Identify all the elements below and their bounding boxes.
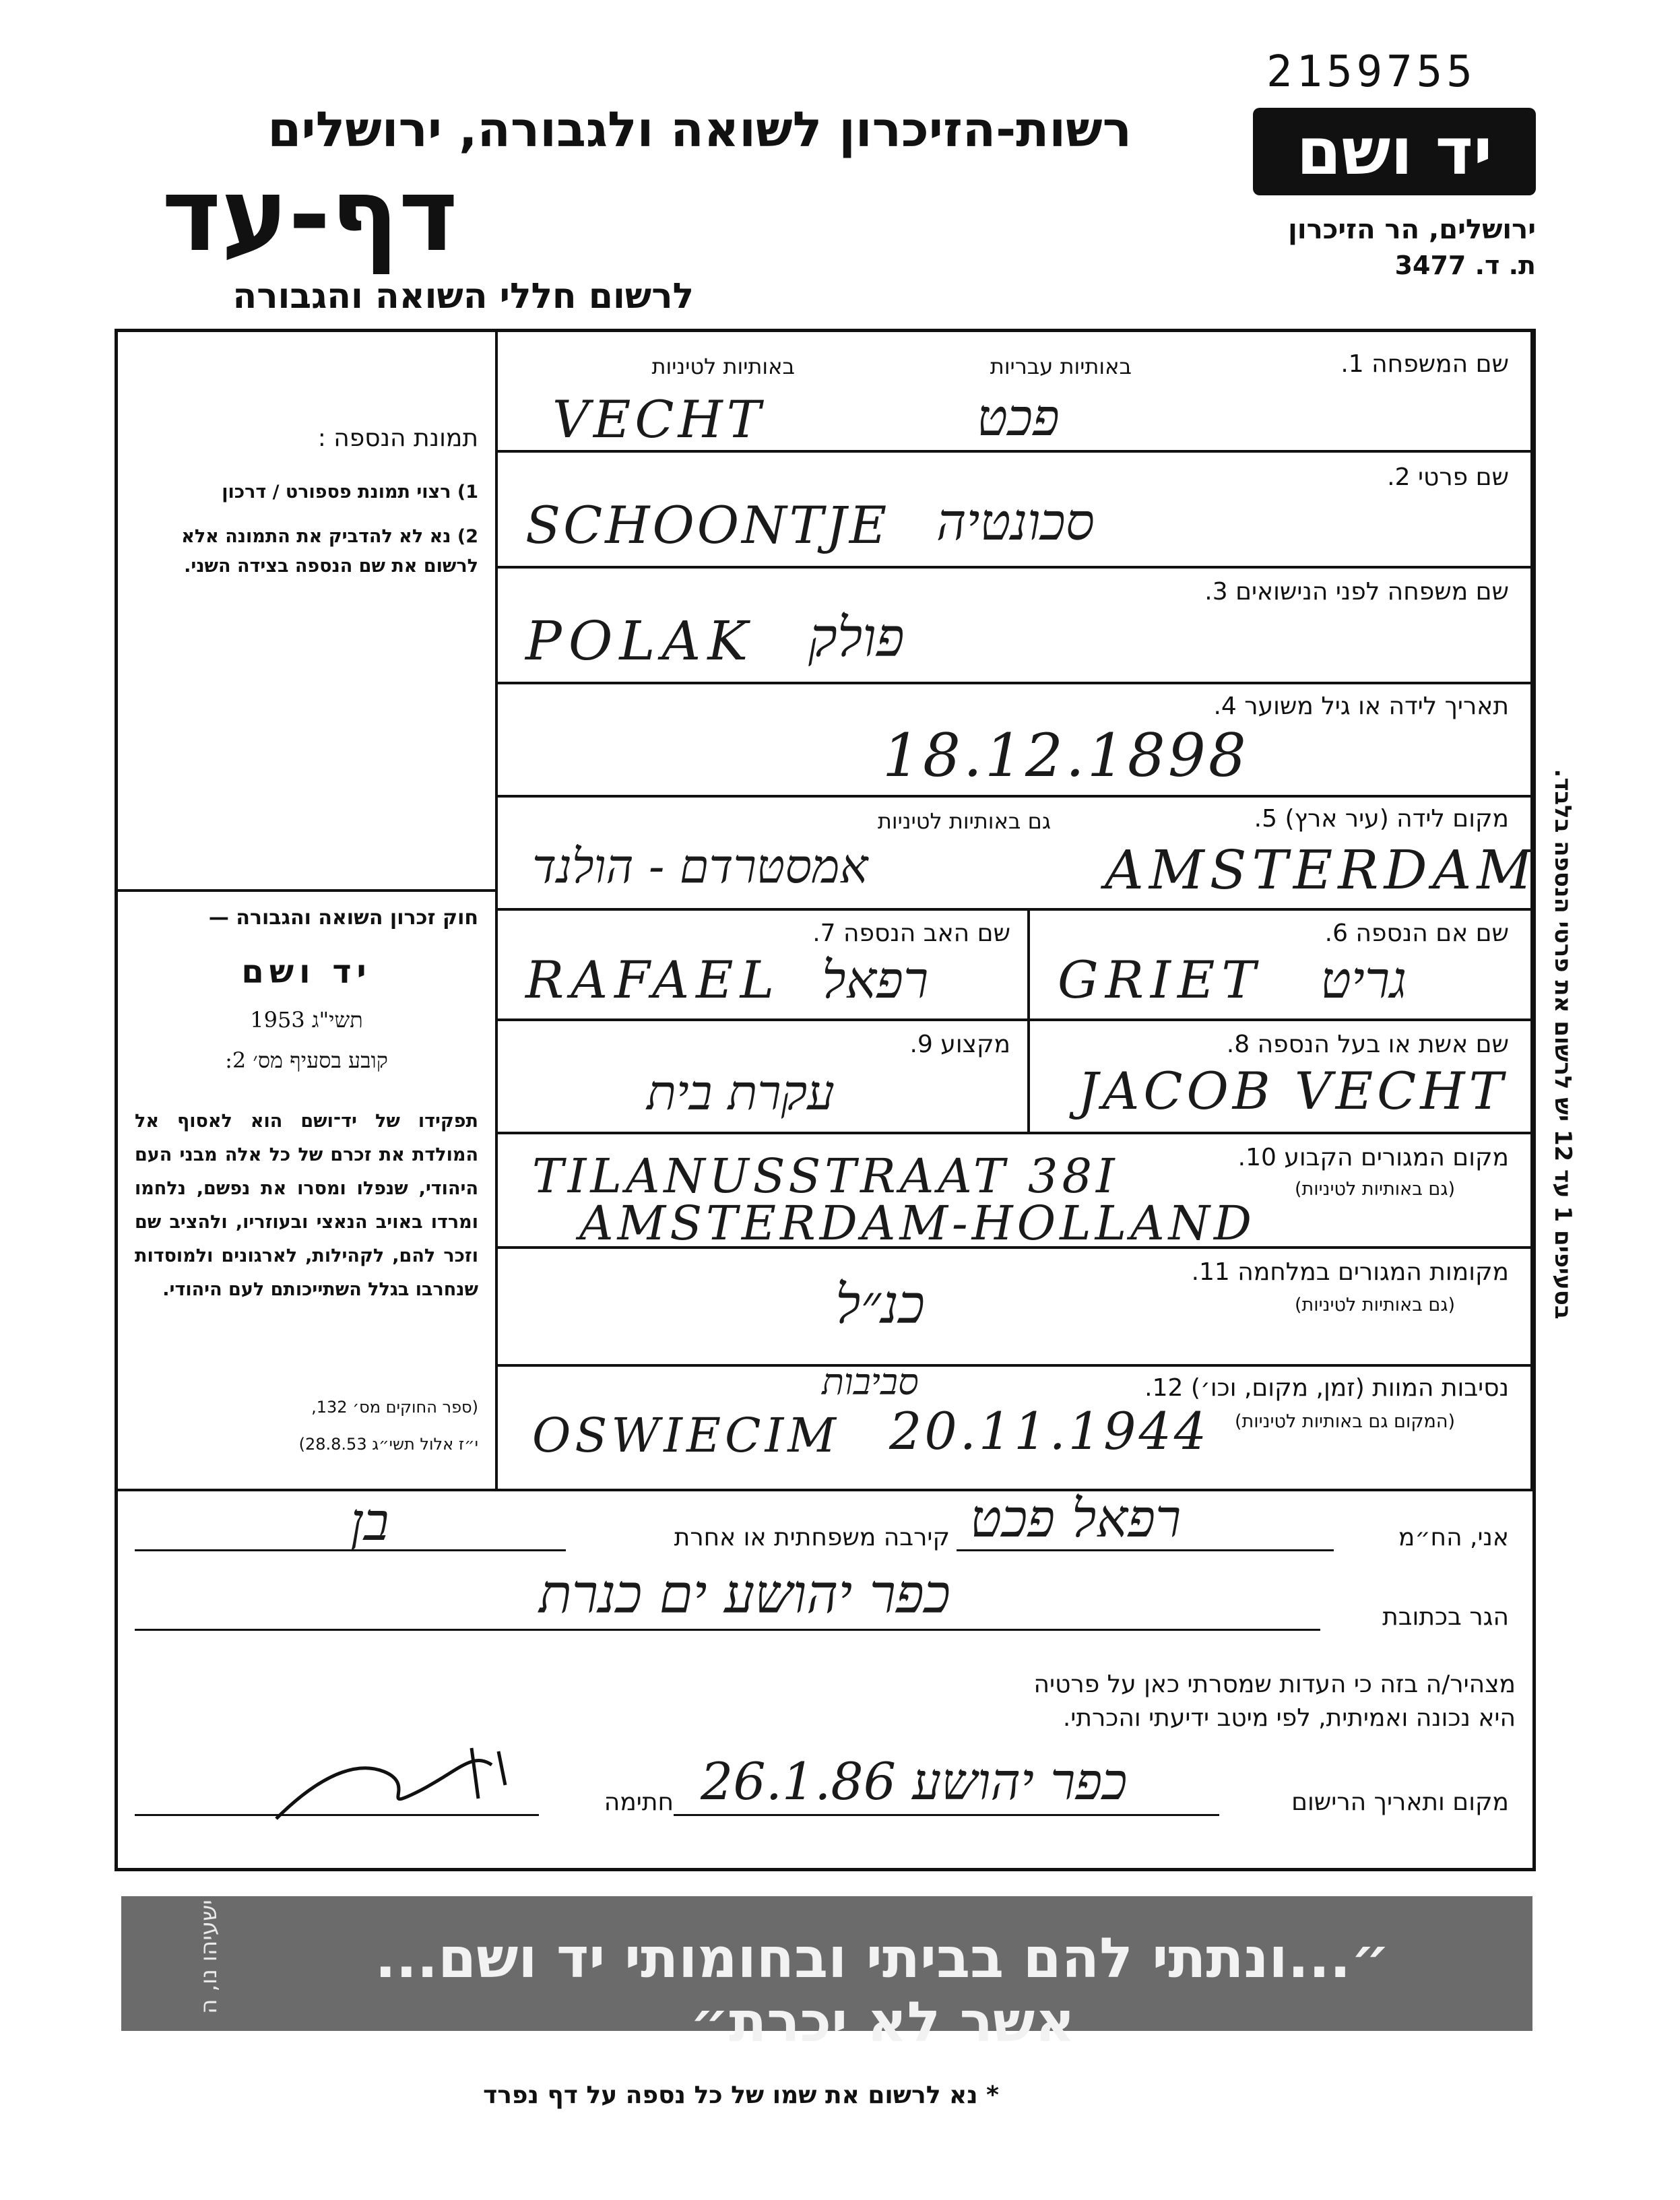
field-1-latin-header: באותיות לטיניות: [651, 354, 795, 379]
field-9-label: [674, 1031, 1010, 1058]
law-year: תשי"ג 1953: [250, 1007, 363, 1033]
law-heading: חוק זכרון השואה והגבורה —: [208, 906, 478, 930]
footer-note: * נא לרשום את שמו של כל נספה על דף נפרד: [483, 2081, 999, 2109]
law-ref-2: י״ז אלול תשי״ג 28.8.53): [298, 1435, 478, 1454]
field-1-label: [1078, 350, 1509, 378]
field-10-sub: (גם באותיות לטיניות): [1294, 1179, 1455, 1200]
field-11-value[interactable]: כנ״ל: [835, 1273, 925, 1336]
field-2-label: [1078, 463, 1509, 491]
field-6-latin-value[interactable]: GRIET: [1058, 950, 1263, 1010]
declarant-label: אני, הח״מ: [1398, 1524, 1509, 1551]
banner-reference: ישעיהו נו, ה: [195, 1900, 222, 2014]
field-6-hebrew-value[interactable]: גריט: [1320, 950, 1407, 1010]
signature-scribble: [269, 1745, 525, 1825]
side-note: בסעיפים 1 עד 12 יש לרשום את פרטי הנספה בלבד.: [1549, 769, 1576, 1320]
field-1-hebrew-header: באותיות עבריות: [990, 354, 1132, 379]
field-2-label-text: שם פרטי: [1417, 463, 1509, 491]
field-12-sub: (המקום גם באותיות לטיניות): [1234, 1411, 1455, 1432]
field-2-latin-value[interactable]: SCHOONTJE: [525, 495, 890, 555]
field-6-label-text: שם אם הנספה: [1355, 919, 1509, 947]
field-4-number: 4.: [1213, 692, 1237, 720]
signature-label: חתימה: [604, 1788, 674, 1816]
field-12-place-value[interactable]: OSWIECIM: [532, 1408, 840, 1463]
law-ref-1: (ספר החוקים מס׳ 132,: [311, 1398, 478, 1417]
place-date-label: מקום ותאריך הרישום: [1291, 1788, 1509, 1816]
field-10-number: 10.: [1237, 1144, 1277, 1171]
logo-text: יד ושם: [1296, 114, 1493, 189]
field-7-hebrew-value[interactable]: רפאל: [822, 950, 929, 1010]
field-6-number: 6.: [1324, 919, 1349, 947]
law-text: תפקידו של יד־ושם הוא לאסוף אל המולדת את זכרם של כל אלה מבני העם היהודי, שנפלו ומסרו את נפשם, נלחמו ומרדו באויב הנאצי ובעוזריו, ולהציב שם וזכר להם, לקהילות, לארגונים ולמוסדות שנחרבו בגלל השתייכותם לעם היהודי.: [135, 1111, 478, 1300]
field-1-number: 1.: [1340, 350, 1364, 378]
photo-note-2: 2) נא לא להדביק את התמונה אלא לרשום את שם הנספה בצידה השני.: [181, 526, 478, 577]
field-11-sub: (גם באותיות לטיניות): [1294, 1295, 1455, 1316]
field-3-hebrew-value[interactable]: פולק: [808, 606, 905, 669]
field-5-number: 5.: [1254, 805, 1278, 833]
field-4-value[interactable]: 18.12.1898: [882, 721, 1249, 790]
address-value[interactable]: כפר יהושע ים כנרת: [539, 1563, 950, 1625]
statement-line-2: היא נכונה ואמיתית, לפי מיטב ידיעתי והכרתי.: [1062, 1704, 1516, 1732]
form-title: דף-עד: [162, 157, 458, 274]
field-5-label-text: מקום לידה (עיר ארץ): [1285, 805, 1509, 833]
statement-line-1: מצהיר/ה בזה כי העדות שמסרתי כאן על פרטיה: [1033, 1671, 1516, 1698]
field-9-label-text: מקצוע: [940, 1031, 1010, 1058]
field-8-value[interactable]: JACOB VECHT: [1078, 1061, 1508, 1121]
field-11-number: 11.: [1191, 1258, 1230, 1286]
field-5-label: [1078, 805, 1509, 833]
field-9-value[interactable]: עקרת בית: [647, 1064, 835, 1121]
field-4-label: [943, 692, 1509, 720]
field-7-label: [674, 919, 1010, 947]
serial-number: 2159755: [1266, 47, 1477, 97]
law-org: יד ושם: [241, 953, 372, 991]
yad-vashem-logo: [1253, 108, 1536, 195]
banner-quote: ״...ונתתי להם בביתי ובחומותי יד ושם... אשר לא יכרת״: [375, 1927, 1390, 2055]
address-line: ירושלים, הר הזיכרון: [1288, 214, 1536, 245]
form-subtitle: לרשום חללי השואה והגבורה: [232, 276, 694, 317]
relation-label: קירבה משפחתית או אחרת: [674, 1524, 950, 1551]
field-3-label-text: שם משפחה לפני הנישואים: [1235, 578, 1509, 606]
field-1-hebrew-value[interactable]: פכט: [977, 387, 1060, 447]
field-10-label-text: מקום המגורים הקבוע: [1284, 1144, 1509, 1171]
field-12-note-value[interactable]: סביבות: [822, 1361, 919, 1403]
quote-banner: [121, 1896, 1532, 2055]
field-5-latin-value[interactable]: AMSTERDAM: [1105, 839, 1538, 901]
relation-value[interactable]: בן: [350, 1492, 389, 1553]
field-7-number: 7.: [812, 919, 836, 947]
place-date-value[interactable]: כפר יהושע 26.1.86: [701, 1751, 1128, 1811]
photo-note-1: 1) רצוי תמונת פספורט / דרכון: [222, 482, 478, 503]
field-2-hebrew-value[interactable]: סכונטיה: [936, 492, 1095, 552]
field-7-latin-value[interactable]: RAFAEL: [525, 950, 781, 1010]
law-clause: קובע בסעיף מס׳ 2:: [225, 1047, 388, 1073]
declarant-value[interactable]: רפאל פכט: [970, 1489, 1182, 1549]
field-8-label: [1078, 1031, 1509, 1058]
field-4-label-text: תאריך לידה או גיל משוער: [1244, 692, 1509, 720]
photo-heading: תמונת הנספה :: [317, 424, 478, 452]
field-12-date-value[interactable]: 20.11.1944: [889, 1401, 1210, 1461]
field-10-label: [1078, 1144, 1509, 1171]
field-6-label: [1078, 919, 1509, 947]
field-2-number: 2.: [1387, 463, 1411, 491]
field-10-value-2[interactable]: AMSTERDAM-HOLLAND: [579, 1196, 1256, 1251]
field-3-label: [943, 578, 1509, 606]
field-12-label-text: נסיבות המוות (זמן, מקום, וכו׳): [1190, 1374, 1509, 1402]
field-3-latin-value[interactable]: POLAK: [525, 610, 755, 672]
field-5-latin-header: גם באותיות לטיניות: [877, 808, 1051, 834]
field-1-latin-value[interactable]: VECHT: [552, 389, 765, 449]
field-8-label-text: שם אשת או בעל הנספה: [1257, 1031, 1509, 1058]
po-box: ת. ד. 3477: [1394, 251, 1536, 280]
address-label: הגר בכתובת: [1382, 1603, 1509, 1631]
field-12-number: 12.: [1144, 1374, 1184, 1402]
field-9-number: 9.: [909, 1031, 933, 1058]
field-7-label-text: שם האב הנספה: [843, 919, 1010, 947]
field-5-hebrew-value[interactable]: אמסטרדם - הולנד: [532, 839, 868, 894]
field-10-value-1[interactable]: TILANUSSTRAAT 38I: [532, 1148, 1119, 1204]
field-1-label-text: שם המשפחה: [1371, 350, 1509, 378]
field-11-label-text: מקומות המגורים במלחמה: [1237, 1258, 1509, 1286]
authority-line: רשות-הזיכרון לשואה ולגבורה, ירושלים: [267, 101, 1132, 158]
field-12-label: [1010, 1374, 1509, 1402]
field-3-number: 3.: [1204, 578, 1228, 606]
field-8-number: 8.: [1226, 1031, 1250, 1058]
field-11-label: [1010, 1258, 1509, 1286]
